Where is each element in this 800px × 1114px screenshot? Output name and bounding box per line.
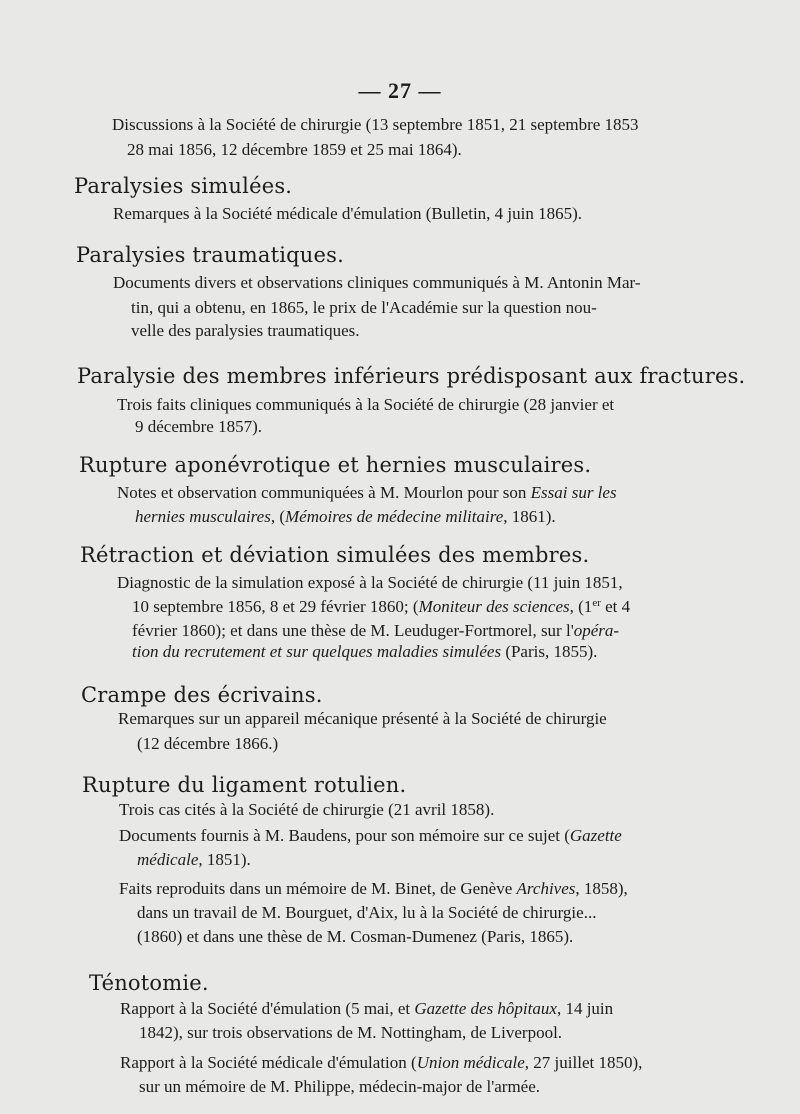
- section-heading: Rupture du ligament rotulien.: [82, 773, 407, 797]
- section-line: Rapport à la Société médicale d'émulation (Union médicale, 27 juillet 1850),: [120, 1053, 643, 1072]
- section-heading: Rupture aponévrotique et hernies musculaires.: [79, 453, 592, 477]
- section-line: Notes et observation communiquées à M. Mourlon pour son Essai sur les: [117, 483, 617, 502]
- section-heading: Crampe des écrivains.: [81, 683, 323, 707]
- section-line: hernies musculaires, (Mémoires de médecine militaire, 1861).: [135, 507, 556, 526]
- section-line: Trois faits cliniques communiqués à la Société de chirurgie (28 janvier et: [117, 395, 615, 414]
- section-line: (12 décembre 1866.): [137, 734, 279, 753]
- section-line: Remarques sur un appareil mécanique présenté à la Société de chirurgie: [118, 709, 607, 728]
- section-line: sur un mémoire de M. Philippe, médecin-major de l'armée.: [139, 1077, 541, 1096]
- section-line: 10 septembre 1856, 8 et 29 février 1860; (Moniteur des sciences, (1er et 4: [132, 597, 631, 616]
- section-line: Documents fournis à M. Baudens, pour son mémoire sur ce sujet (Gazette: [119, 826, 622, 845]
- section-line: 1842), sur trois observations de M. Nottingham, de Liverpool.: [139, 1023, 563, 1042]
- section-line: médicale, 1851).: [137, 850, 251, 869]
- section-line: Remarques à la Société médicale d'émulation (Bulletin, 4 juin 1865).: [113, 204, 583, 223]
- section-line: Documents divers et observations cliniques communiqués à M. Antonin Mar-: [113, 273, 641, 292]
- section-heading: Paralysies simulées.: [74, 174, 293, 198]
- section-line: Diagnostic de la simulation exposé à la Société de chirurgie (11 juin 1851,: [117, 573, 623, 592]
- section-line: velle des paralysies traumatiques.: [131, 321, 360, 340]
- section-line: tion du recrutement et sur quelques maladies simulées (Paris, 1855).: [132, 642, 598, 661]
- section-line: (1860) et dans une thèse de M. Cosman-Dumenez (Paris, 1865).: [137, 927, 574, 946]
- section-line: dans un travail de M. Bourguet, d'Aix, lu à la Société de chirurgie...: [137, 903, 597, 922]
- section-heading: Rétraction et déviation simulées des membres.: [80, 543, 590, 567]
- section-line: février 1860); et dans une thèse de M. Leuduger-Fortmorel, sur l'opéra-: [132, 621, 620, 640]
- page-number: — 27 —: [358, 78, 442, 103]
- section-heading: Ténotomie.: [89, 971, 209, 995]
- intro-line: Discussions à la Société de chirurgie (13 septembre 1851, 21 septembre 1853: [112, 115, 639, 134]
- section-line: Faits reproduits dans un mémoire de M. Binet, de Genève Archives, 1858),: [119, 879, 628, 898]
- section-line: tin, qui a obtenu, en 1865, le prix de l'Académie sur la question nou-: [131, 298, 597, 317]
- section-line: 9 décembre 1857).: [135, 417, 262, 436]
- intro-line: 28 mai 1856, 12 décembre 1859 et 25 mai 1864).: [127, 140, 462, 159]
- section-heading: Paralysie des membres inférieurs prédisposant aux fractures.: [77, 364, 746, 388]
- section-line: Rapport à la Société d'émulation (5 mai, et Gazette des hôpitaux, 14 juin: [120, 999, 614, 1018]
- section-line: Trois cas cités à la Société de chirurgie (21 avril 1858).: [119, 800, 495, 819]
- section-heading: Paralysies traumatiques.: [76, 243, 344, 267]
